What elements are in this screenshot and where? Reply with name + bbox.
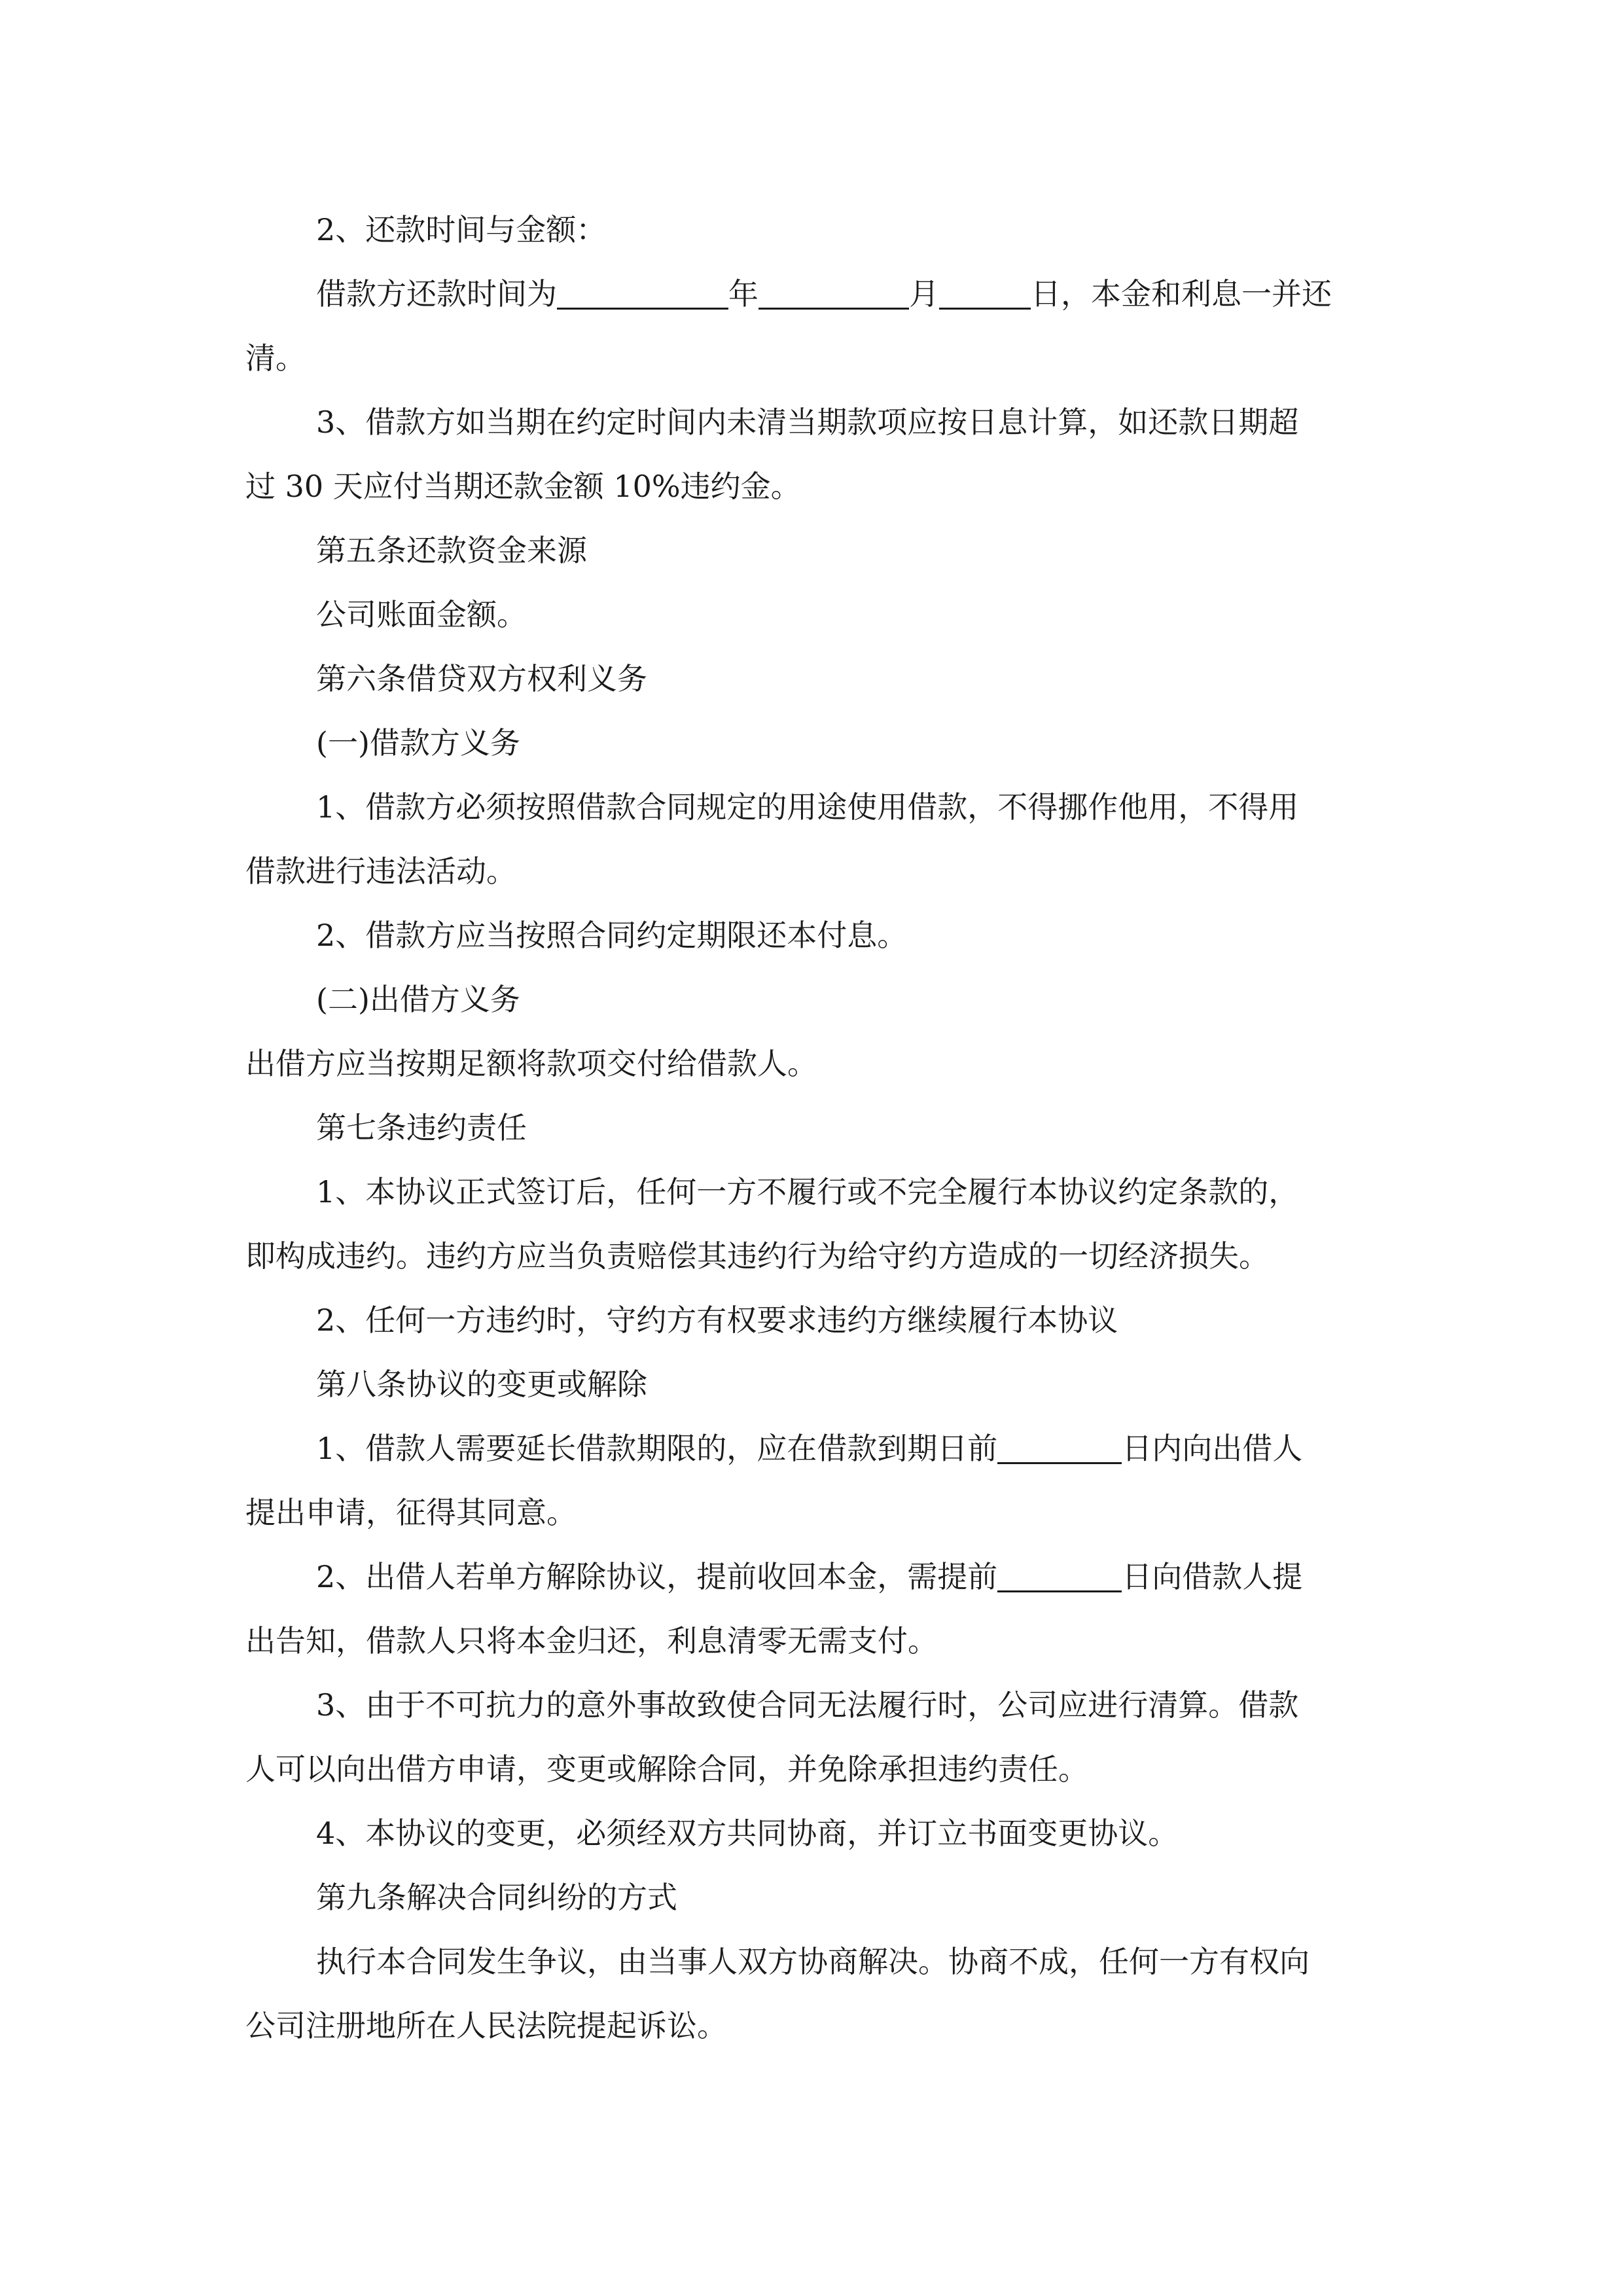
line-text: 年 <box>728 276 758 312</box>
paragraph-line: 公司注册地所在人民法院提起诉讼。 <box>245 2008 727 2043</box>
section-heading: 第七条违约责任 <box>316 1110 527 1145</box>
line-text: 日内向出借人 <box>1122 1431 1303 1466</box>
line-text: 1、借款人需要延长借款期限的，应在借款到期日前 <box>316 1431 998 1466</box>
line-text: 月 <box>909 276 939 312</box>
paragraph-line: 1、本协议正式签订后，任何一方不履行或不完全履行本协议约定条款的， <box>316 1174 1299 1210</box>
section-heading: 第六条借贷双方权利义务 <box>316 661 647 696</box>
paragraph-line: 即构成违约。违约方应当负责赔偿其违约行为给守约方造成的一切经济损失。 <box>245 1238 1269 1274</box>
fill-in-blank-day[interactable] <box>939 274 1031 310</box>
line-text: 借款方还款时间为 <box>316 276 557 312</box>
fill-in-blank-days[interactable] <box>997 1428 1122 1464</box>
section-heading: 第九条解决合同纠纷的方式 <box>316 1880 677 1915</box>
paragraph-line: 借款进行违法活动。 <box>245 853 516 889</box>
line-text: 日，本金和利息一并还 <box>1031 276 1332 312</box>
paragraph-line: 2、任何一方违约时，守约方有权要求违约方继续履行本协议 <box>316 1302 1118 1338</box>
paragraph-line: 4、本协议的变更，必须经双方共同协商，并订立书面变更协议。 <box>316 1816 1179 1851</box>
paragraph-line: 公司账面金额。 <box>316 597 527 632</box>
paragraph-line: 2、还款时间与金额： <box>316 212 607 247</box>
fill-in-blank-days[interactable] <box>997 1556 1122 1592</box>
line-text: 日向借款人提 <box>1122 1559 1303 1594</box>
paragraph-line: 1、借款方必须按照借款合同规定的用途使用借款，不得挪作他用，不得用 <box>316 789 1299 825</box>
paragraph-line: 执行本合同发生争议，由当事人双方协商解决。协商不成，任何一方有权向 <box>316 1944 1310 1979</box>
subsection-heading: (二)出借方义务 <box>316 982 520 1017</box>
subsection-heading: (一)借款方义务 <box>316 725 520 761</box>
paragraph-line: 出借方应当按期足额将款项交付给借款人。 <box>245 1046 817 1081</box>
paragraph-line: 3、借款方如当期在约定时间内未清当期款项应按日息计算，如还款日期超 <box>316 404 1299 440</box>
section-heading: 第八条协议的变更或解除 <box>316 1367 647 1402</box>
document-body <box>245 198 1397 2058</box>
paragraph-line-with-blanks <box>245 1545 1397 1609</box>
paragraph-line: 3、由于不可抗力的意外事故致使合同无法履行时，公司应进行清算。借款 <box>316 1687 1299 1723</box>
fill-in-blank-year[interactable] <box>557 274 728 310</box>
paragraph-line: 清。 <box>245 340 306 376</box>
paragraph-line: 提出申请，征得其同意。 <box>245 1495 577 1530</box>
paragraph-line: 过 30 天应付当期还款金额 10%违约金。 <box>245 469 801 504</box>
line-text: 2、出借人若单方解除协议，提前收回本金，需提前 <box>316 1559 998 1594</box>
paragraph-line: 人可以向出借方申请，变更或解除合同，并免除承担违约责任。 <box>245 1751 1088 1787</box>
paragraph-line: 2、借款方应当按照合同约定期限还本付息。 <box>316 918 908 953</box>
fill-in-blank-month[interactable] <box>758 274 909 310</box>
paragraph-line-with-blanks <box>245 1416 1397 1480</box>
paragraph-line-with-blanks <box>245 262 1397 326</box>
paragraph-line: 出告知，借款人只将本金归还，利息清零无需支付。 <box>245 1623 938 1659</box>
section-heading: 第五条还款资金来源 <box>316 533 587 568</box>
